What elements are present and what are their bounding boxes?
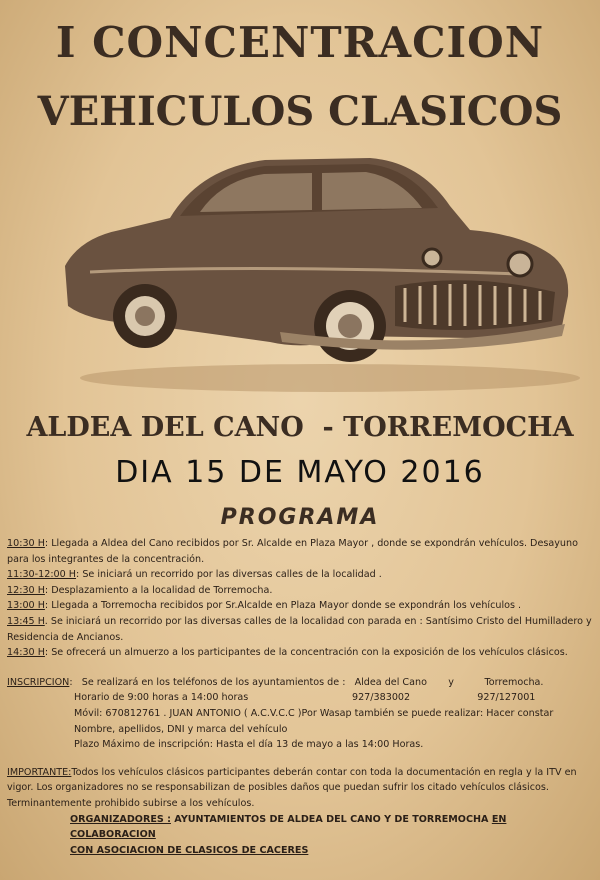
schedule-time: 14:30 H: [7, 647, 45, 659]
schedule-text: : Llegada a Torremocha recibidos por Sr.Alcalde en Plaza Mayor donde se expondrán los vehículos .: [44, 600, 522, 612]
organizadores-label: ORGANIZADORES :: [70, 813, 171, 825]
schedule-time: 11:30-12:00 H: [7, 569, 77, 581]
event-date: DIA 15 DE MAYO 2016: [115, 455, 485, 490]
schedule-time: 10:30 H: [7, 538, 45, 549]
title-line-1: I CONCENTRACION: [55, 18, 545, 67]
schedule-text: : Llegada a Aldea del Cano recibidos por Sr. Alcalde en Plaza Mayor , donde se expondrán vehículos. Desayuno para los integrantes de la concentración.: [7, 538, 578, 565]
importante-label: IMPORTANTE:: [7, 766, 72, 778]
inscripcion-label: INSCRIPCION: [7, 676, 70, 688]
spacer: [7, 753, 595, 765]
inscripcion-deadline: Plazo Máximo de inscripción: Hasta el día 13 de mayo a las 14:00 Horas.: [74, 739, 424, 751]
program-body: [7, 536, 595, 858]
organizadores-assoc: CON ASOCIACION DE CLASICOS DE CACERES: [70, 844, 309, 856]
inscripcion-hours: Horario de 9:00 horas a 14:00 horas 927/383002 927/127001: [74, 692, 536, 704]
organizadores-line: [7, 812, 595, 843]
importante-paragraph: [7, 765, 595, 812]
schedule-text: : Se iniciará un recorrido por las diversas calles de la localidad .: [76, 569, 382, 581]
programa-heading: PROGRAMA: [220, 505, 380, 530]
organizadores-collab: EN COLABORACION: [70, 813, 507, 841]
schedule-item: [7, 583, 595, 599]
inscripcion-mobile: Móvil: 670812761 . JUAN ANTONIO ( A.C.V.C.C )Por Wasap también se puede realizar: Hacer constar Nombre, apellidos, DNI y marca del vehículo: [74, 707, 554, 735]
inscripcion-text: : Se realizará en los teléfonos de los ayuntamientos de : Aldea del Cano y Torremocha.: [69, 676, 544, 688]
title-line-2: VEHICULOS CLASICOS: [37, 88, 563, 135]
towns-heading: ALDEA DEL CANO - TORREMOCHA: [26, 412, 574, 443]
importante-text: Todos los vehículos clásicos participantes deberán contar con toda la documentación en regla y la ITV en vigor. Los organizadores no se responsabilizan de posibles daños que puedan sufrir los citado vehículos clásicos. Terminantemente prohibido subirse a los vehículos.: [7, 766, 577, 809]
schedule-item: [7, 598, 595, 614]
schedule-text: . Se iniciará un recorrido por las diversas calles de la localidad con parada en : Santísimo Cristo del Humilladero y Residencia de Ancianos.: [7, 615, 592, 643]
schedule-item: [7, 567, 595, 583]
organizadores-text: AYUNTAMIENTOS DE ALDEA DEL CANO Y DE TORREMOCHA: [170, 813, 492, 825]
classic-car-illustration: [50, 146, 580, 396]
spacer: [7, 661, 595, 675]
schedule-text: : Se ofrecerá un almuerzo a los participantes de la concentración con la exposición de los vehículos clásicos.: [44, 647, 568, 659]
schedule-text: : Desplazamiento a la localidad de Torremocha.: [44, 584, 273, 596]
schedule-item: [7, 645, 595, 661]
schedule-time: 12:30 H: [7, 584, 45, 596]
schedule-time: 13:00 H: [7, 600, 45, 612]
schedule-item: [7, 536, 595, 567]
organizadores-line-2: [7, 843, 595, 859]
inscripcion-line: [7, 675, 595, 691]
schedule-item: [7, 614, 595, 645]
schedule-time: 13:45 H: [7, 615, 45, 627]
